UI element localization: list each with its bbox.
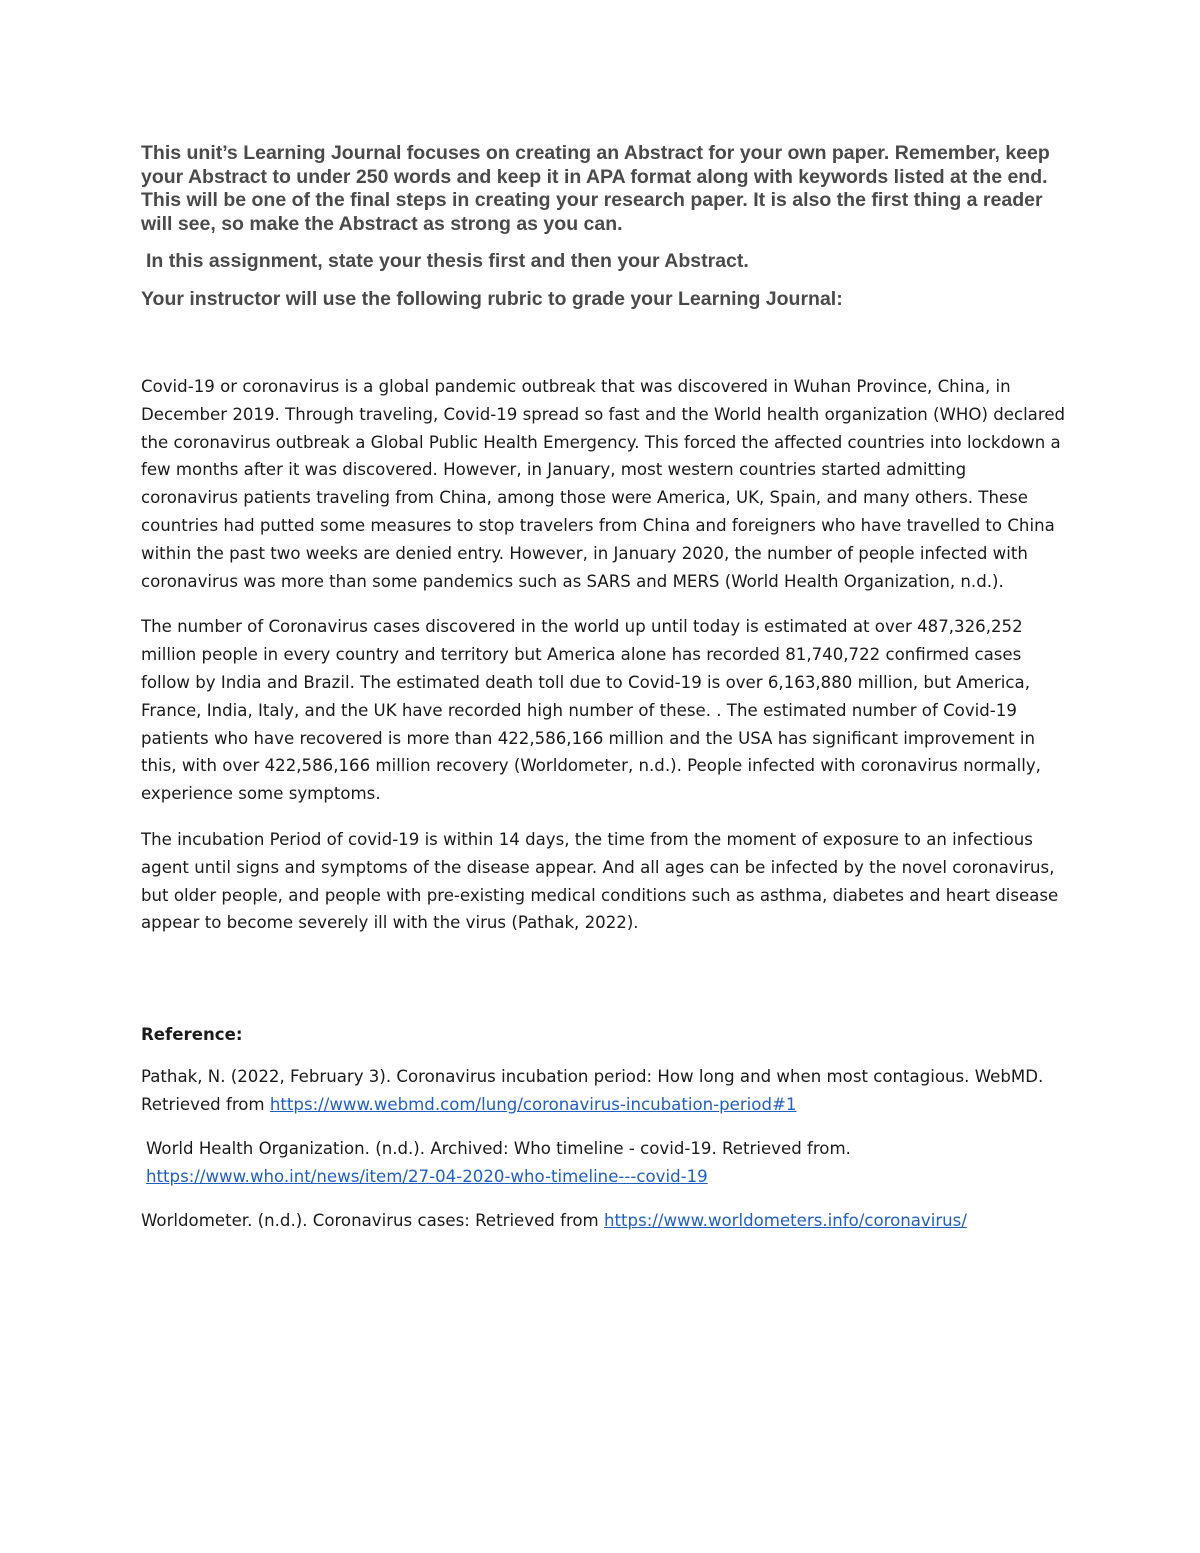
reference-item [141,1063,1066,1119]
body-paragraph-2: The number of Coronavirus cases discovered in the world up until today is estimated at over 487,326,252 million people in every country and territory but America alone has recorded 81,740,722 confirmed cases follow by India and Brazil. The estimated death toll due to Covid-19 is over 6,163,880 million, but America, France, India, Italy, and the UK have recorded high number of these. . The estimated number of Covid-19 patients who have recovered is more than 422,586,166 million and the USA has significant improvement in this, with over 422,586,166 million recovery (Worldometer, n.d.). People infected with coronavirus normally, experience some symptoms. [141,617,1041,804]
reference-link[interactable]: https://www.who.int/news/item/27-04-2020-who-timeline---covid-19 [146,1167,708,1186]
references-section [141,1021,1066,1251]
reference-item [141,1207,1066,1235]
reference-text: Pathak, N. (2022, February 3). Coronavirus incubation period: How long and when most contagious. WebMD. Retrieved from [141,1067,1044,1114]
body-paragraph-3: The incubation Period of covid-19 is within 14 days, the time from the moment of exposure to an infectious agent until signs and symptoms of the disease appear. And all ages can be infected by the novel coronavirus, but older people, and people with pre-existing medical conditions such as asthma, diabetes and heart disease appear to become severely ill with the virus (Pathak, 2022). [141,829,1059,933]
body-paragraph-1: Covid-19 or coronavirus is a global pandemic outbreak that was discovered in Wuhan Province, China, in December 2019. Through traveling, Covid-19 spread so fast and the World health organization (WHO) declared the coronavirus outbreak a Global Public Health Emergency. This forced the affected countries into lockdown a few months after it was discovered. However, in January, most western countries started admitting coronavirus patients traveling from China, among those were America, UK, Spain, and many others. These countries had putted some measures to stop travelers from China and foreigners who have travelled to China within the past two weeks are denied entry. However, in January 2020, the number of people infected with coronavirus was more than some pandemics such as SARS and MERS (World Health Organization, n.d.). [141,377,1066,591]
reference-text: Worldometer. (n.d.). Coronavirus cases: Retrieved from [141,1211,604,1230]
reference-link[interactable]: https://www.worldometers.info/coronavirus/ [604,1211,967,1230]
assignment-instructions [141,142,1061,311]
references-heading: Reference: [141,1025,243,1044]
instructions-rubric-note: Your instructor will use the following rubric to grade your Learning Journal: [141,287,843,310]
instructions-paragraph: This unit’s Learning Journal focuses on creating an Abstract for your own paper. Remember, keep your Abstract to under 250 words and keep it in APA format along with keywords listed at the end. This will be one of the final steps in creating your research paper. It is also the first thing a reader will see, so make the Abstract as strong as you can. [141,142,1050,235]
abstract-body [141,373,1066,955]
reference-text: World Health Organization. (n.d.). Archived: Who timeline - covid-19. Retrieved from. [146,1139,851,1158]
reference-link[interactable]: https://www.webmd.com/lung/coronavirus-incubation-period#1 [269,1095,797,1114]
reference-item [141,1135,1066,1191]
instructions-thesis-note: In this assignment, state your thesis first and then your Abstract. [146,250,749,272]
